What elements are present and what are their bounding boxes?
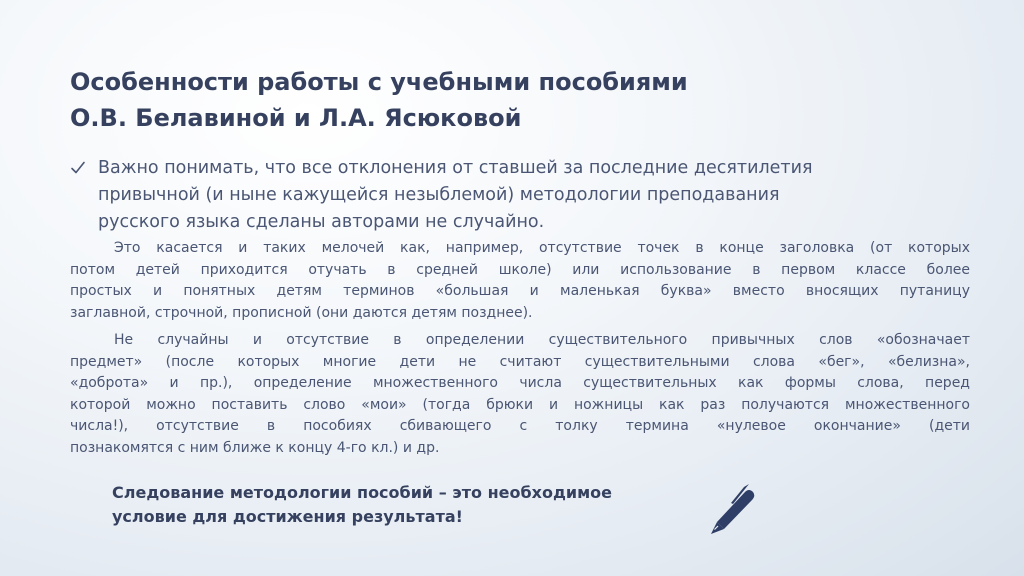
slide-title	[70, 64, 950, 136]
title-line-1: Особенности работы с учебными пособиями	[70, 68, 688, 96]
pen-icon	[703, 482, 759, 534]
paragraph-line: познакомятся с ним ближе к концу 4-го кл.) и др.	[70, 439, 440, 456]
bullet-line: русского языка сделаны авторами не случайно.	[98, 212, 545, 232]
bullet-text	[98, 155, 813, 236]
paragraph-line: простых и понятных детям терминов «большая и маленькая буква» вместо вносящих путаницу	[70, 283, 970, 299]
check-icon	[70, 155, 98, 185]
paragraph-1	[70, 238, 970, 324]
paragraph-2	[70, 330, 970, 459]
paragraph-line: заглавной, строчной, прописной (они даются детям позднее).	[70, 304, 533, 321]
paragraph-line: числа!), отсутствие в пособиях сбивающего с толку термина «нулевое окончание» (дети	[70, 418, 970, 434]
bullet-point	[70, 155, 970, 236]
paragraph-line: Не случайны и отсутствие в определении существительного привычных слов «обозначает	[114, 332, 970, 348]
conclusion-text	[112, 481, 692, 529]
conclusion-line-2: условие для достижения результата!	[112, 507, 463, 526]
bullet-line: Важно понимать, что все отклонения от ставшей за последние десятилетия	[98, 158, 813, 178]
title-line-2: О.В. Белавиной и Л.А. Ясюковой	[70, 104, 522, 132]
paragraph-line: потом детей приходится отучать в средней школе) или использование в первом классе более	[70, 261, 970, 278]
conclusion-line-1: Следование методологии пособий – это необходимое	[112, 483, 613, 502]
bullet-line: привычной (и ныне кажущейся незыблемой) методологии преподавания	[98, 185, 780, 205]
paragraph-line: предмет» (после которых многие дети не считают существительными слова «бег», «белизна»,	[70, 353, 970, 370]
paragraph-line: которой можно поставить слово «мои» (тогда брюки и ножницы как раз получаются множественного	[70, 396, 970, 413]
paragraph-line: «доброта» и пр.), определение множественного числа существительных как формы слова, перед	[70, 375, 970, 391]
paragraph-line: Это касается и таких мелочей как, например, отсутствие точек в конце заголовка (от которых	[114, 240, 970, 256]
